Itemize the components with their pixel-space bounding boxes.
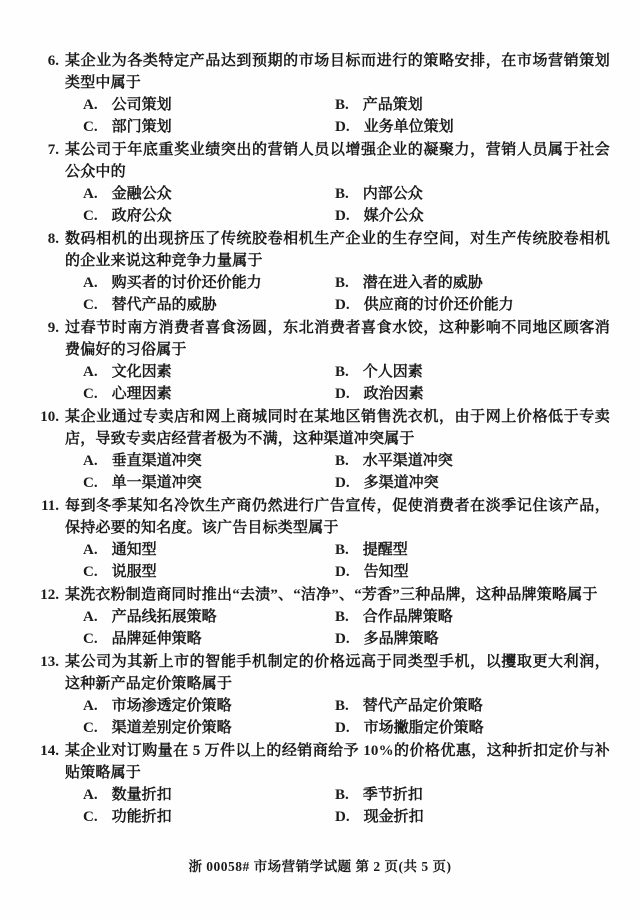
option-text: 功能折扣: [111, 809, 172, 825]
option-item: [335, 695, 610, 717]
question-row: [33, 495, 610, 583]
option-text: 内部公众: [362, 186, 423, 202]
option-item: [335, 94, 610, 116]
question-number: 11.: [41, 498, 59, 514]
question-stem: 过春节时南方消费者喜食汤圆，东北消费者喜食水饺，这种影响不同地区顾客消费偏好的习俗属于: [65, 320, 610, 358]
option-label: A.: [83, 542, 98, 558]
option-item: [335, 272, 610, 294]
question-item: [33, 740, 610, 828]
option-label: C.: [83, 119, 98, 135]
option-item: [65, 539, 335, 561]
option-text: 单一渠道冲突: [111, 475, 202, 491]
option-text: 政治因素: [363, 386, 424, 402]
question-row: [33, 406, 610, 494]
option-item: [335, 383, 610, 405]
option-item: [65, 717, 335, 739]
option-label: A.: [83, 275, 98, 291]
option-item: [65, 116, 335, 138]
question-number: 6.: [47, 53, 59, 69]
option-item: [65, 383, 335, 405]
option-label: B.: [335, 698, 349, 714]
option-item: [65, 695, 335, 717]
question-stem: 某公司于年底重奖业绩突出的营销人员以增强企业的凝聚力，营销人员属于社会公众中的: [65, 142, 610, 180]
question-options: [65, 450, 610, 494]
option-label: C.: [83, 631, 98, 647]
question-body: [65, 495, 610, 583]
option-item: [335, 183, 610, 205]
question-options: [65, 784, 610, 828]
option-text: 购买者的讨价还价能力: [111, 275, 262, 291]
question-number: 10.: [40, 409, 59, 425]
question-stem: 某企业为各类特定产品达到预期的市场目标而进行的策略安排，在市场营销策划类型中属于: [65, 53, 610, 91]
option-label: A.: [83, 698, 98, 714]
option-item: [65, 183, 335, 205]
option-item: [335, 561, 610, 583]
option-item: [335, 628, 610, 650]
page-footer: [0, 859, 640, 875]
option-text: 市场撇脂定价策略: [363, 720, 484, 736]
option-label: B.: [335, 186, 349, 202]
option-label: B.: [335, 453, 349, 469]
option-label: B.: [335, 787, 349, 803]
option-text: 说服型: [111, 564, 157, 580]
question-row: [33, 50, 610, 138]
option-text: 垂直渠道冲突: [111, 453, 202, 469]
option-item: [65, 205, 335, 227]
option-label: B.: [335, 609, 349, 625]
question-number: 9.: [47, 320, 59, 336]
option-label: D.: [335, 297, 350, 313]
option-label: D.: [335, 119, 350, 135]
option-text: 数量折扣: [111, 787, 172, 803]
option-item: [65, 450, 335, 472]
question-body: [65, 406, 610, 494]
option-label: C.: [83, 208, 98, 224]
option-item: [65, 561, 335, 583]
option-label: B.: [335, 275, 349, 291]
question-body: [65, 228, 610, 316]
option-label: C.: [83, 386, 98, 402]
option-text: 水平渠道冲突: [362, 453, 453, 469]
footer-text: 浙 00058# 市场营销学试题 第 2 页(共 5 页): [188, 859, 452, 874]
question-item: [33, 584, 610, 650]
option-item: [335, 717, 610, 739]
option-text: 文化因素: [111, 364, 172, 380]
question-stem: 数码相机的出现挤压了传统胶卷相机生产企业的生存空间，对生产传统胶卷相机的企业来说这种竞争力量属于: [65, 231, 610, 269]
option-text: 潜在进入者的威胁: [362, 275, 483, 291]
option-label: C.: [83, 475, 98, 491]
question-number: 8.: [47, 231, 59, 247]
option-item: [65, 294, 335, 316]
question-number: 7.: [47, 142, 59, 158]
question-item: [33, 651, 610, 739]
question-options: [65, 539, 610, 583]
option-text: 市场渗透定价策略: [111, 698, 232, 714]
option-text: 多渠道冲突: [363, 475, 439, 491]
question-body: [65, 584, 610, 650]
option-label: B.: [335, 97, 349, 113]
question-row: [33, 139, 610, 227]
question-body: [65, 50, 610, 138]
question-stem: 某洗衣粉制造商同时推出“去渍”、“洁净”、“芳香”三种品牌，这种品牌策略属于: [65, 587, 598, 603]
question-item: [33, 50, 610, 138]
option-text: 部门策划: [111, 119, 172, 135]
option-item: [335, 205, 610, 227]
option-label: A.: [83, 453, 98, 469]
option-label: A.: [83, 609, 98, 625]
question-item: [33, 317, 610, 405]
option-text: 告知型: [363, 564, 409, 580]
option-text: 品牌延伸策略: [111, 631, 202, 647]
option-item: [335, 606, 610, 628]
option-label: C.: [83, 720, 98, 736]
question-item: [33, 495, 610, 583]
option-text: 季节折扣: [362, 787, 423, 803]
question-body: [65, 139, 610, 227]
question-item: [33, 406, 610, 494]
option-item: [335, 806, 610, 828]
question-item: [33, 139, 610, 227]
option-text: 媒介公众: [363, 208, 424, 224]
question-row: [33, 584, 610, 650]
question-stem: 某企业对订购量在 5 万件以上的经销商给予 10%的价格优惠，这种折扣定价与补贴策略属于: [65, 743, 610, 781]
option-item: [65, 628, 335, 650]
question-row: [33, 228, 610, 316]
option-label: D.: [335, 809, 350, 825]
option-text: 渠道差别定价策略: [111, 720, 232, 736]
option-label: A.: [83, 787, 98, 803]
option-text: 提醒型: [362, 542, 408, 558]
option-item: [65, 361, 335, 383]
option-item: [65, 272, 335, 294]
option-label: D.: [335, 720, 350, 736]
option-label: D.: [335, 208, 350, 224]
option-text: 多品牌策略: [363, 631, 439, 647]
question-number: 14.: [40, 743, 59, 759]
question-options: [65, 361, 610, 405]
question-options: [65, 94, 610, 138]
option-text: 替代产品定价策略: [362, 698, 483, 714]
option-item: [335, 294, 610, 316]
option-label: B.: [335, 542, 349, 558]
option-label: C.: [83, 564, 98, 580]
option-text: 心理因素: [111, 386, 172, 402]
option-label: D.: [335, 386, 350, 402]
option-label: C.: [83, 809, 98, 825]
option-item: [335, 116, 610, 138]
option-text: 合作品牌策略: [362, 609, 453, 625]
question-number: 12.: [40, 587, 59, 603]
option-item: [335, 450, 610, 472]
question-row: [33, 651, 610, 739]
option-text: 业务单位策划: [363, 119, 454, 135]
question-options: [65, 272, 610, 316]
option-text: 金融公众: [111, 186, 172, 202]
question-row: [33, 740, 610, 828]
question-options: [65, 183, 610, 227]
option-text: 通知型: [111, 542, 157, 558]
question-body: [65, 740, 610, 828]
option-text: 个人因素: [362, 364, 423, 380]
option-text: 现金折扣: [363, 809, 424, 825]
question-item: [33, 228, 610, 316]
option-label: D.: [335, 564, 350, 580]
option-label: B.: [335, 364, 349, 380]
question-stem: 每到冬季某知名冷饮生产商仍然进行广告宣传，促使消费者在淡季记住该产品，保持必要的知名度。该广告目标类型属于: [65, 498, 610, 536]
option-item: [65, 784, 335, 806]
option-item: [335, 539, 610, 561]
option-label: A.: [83, 364, 98, 380]
option-text: 政府公众: [111, 208, 172, 224]
option-label: C.: [83, 297, 98, 313]
option-item: [335, 472, 610, 494]
option-text: 公司策划: [111, 97, 172, 113]
question-stem: 某公司为其新上市的智能手机制定的价格远高于同类型手机，以攫取更大利润，这种新产品定价策略属于: [65, 654, 610, 692]
question-number: 13.: [40, 654, 59, 670]
option-item: [335, 784, 610, 806]
option-text: 替代产品的威胁: [111, 297, 217, 313]
option-text: 供应商的讨价还价能力: [363, 297, 514, 313]
option-item: [65, 806, 335, 828]
option-text: 产品策划: [362, 97, 423, 113]
option-item: [65, 472, 335, 494]
option-label: D.: [335, 631, 350, 647]
option-text: 产品线拓展策略: [111, 609, 217, 625]
question-row: [33, 317, 610, 405]
option-label: D.: [335, 475, 350, 491]
question-options: [65, 606, 610, 650]
option-item: [65, 94, 335, 116]
option-item: [65, 606, 335, 628]
question-options: [65, 695, 610, 739]
option-label: A.: [83, 186, 98, 202]
option-item: [335, 361, 610, 383]
question-body: [65, 651, 610, 739]
option-label: A.: [83, 97, 98, 113]
question-stem: 某企业通过专卖店和网上商城同时在某地区销售洗衣机，由于网上价格低于专卖店，导致专卖店经营者极为不满，这种渠道冲突属于: [65, 409, 610, 447]
question-body: [65, 317, 610, 405]
